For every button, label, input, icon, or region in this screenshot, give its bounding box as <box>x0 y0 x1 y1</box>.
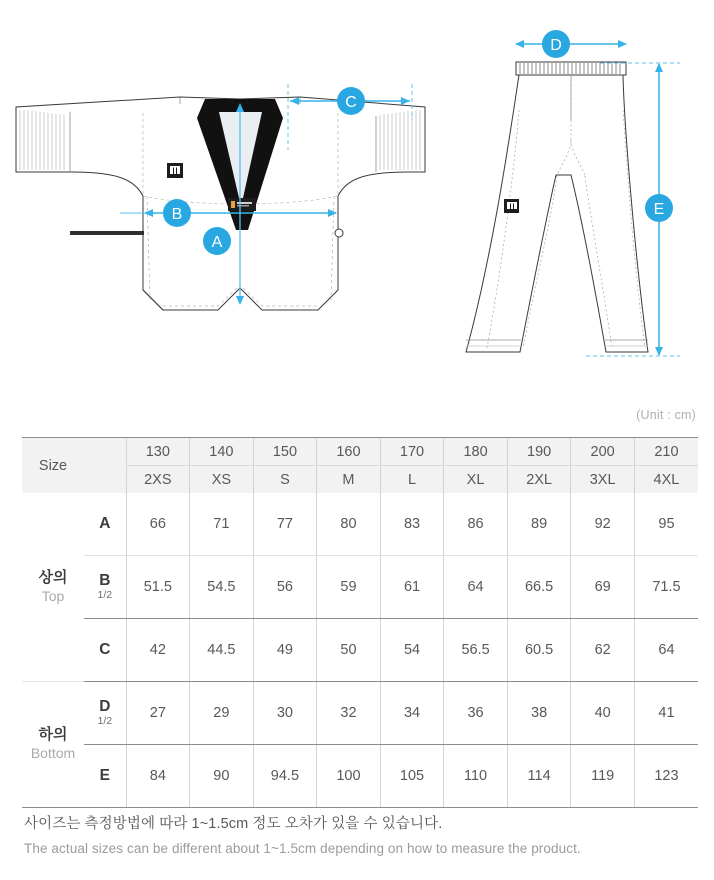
cell-a-180: 86 <box>444 493 508 556</box>
cell-b-140: 54.5 <box>190 556 254 619</box>
size-table-wrap <box>22 437 698 808</box>
cell-d-180: 36 <box>444 682 508 745</box>
cell-d-200: 40 <box>571 682 635 745</box>
cell-d-170: 34 <box>380 682 444 745</box>
cell-c-190: 60.5 <box>507 619 571 682</box>
group-label-bottom <box>22 682 84 808</box>
cell-b-150: 56 <box>253 556 317 619</box>
marker-b-label: B <box>171 206 183 223</box>
cell-d-150: 30 <box>253 682 317 745</box>
marker-d-label: D <box>550 37 562 54</box>
cell-e-190: 114 <box>507 745 571 808</box>
header-size-140: 140 <box>190 438 254 466</box>
cell-a-190: 89 <box>507 493 571 556</box>
cell-c-180: 56.5 <box>444 619 508 682</box>
row-code-b-letter: B <box>99 572 111 590</box>
size-table <box>22 437 698 808</box>
size-label-spacer <box>84 438 126 494</box>
cell-a-150: 77 <box>253 493 317 556</box>
cell-a-200: 92 <box>571 493 635 556</box>
row-code-c <box>84 619 126 682</box>
group-label-top-ko: 상의 <box>38 568 68 586</box>
row-code-b-half: 1/2 <box>97 589 113 602</box>
cell-e-200: 119 <box>571 745 635 808</box>
header-size-180: 180 <box>444 438 508 466</box>
table-row-a <box>22 493 698 556</box>
cell-b-180: 64 <box>444 556 508 619</box>
row-code-c-letter: C <box>99 641 111 659</box>
header-size-4xl: 4XL <box>634 466 698 494</box>
row-code-a-letter: A <box>99 515 111 533</box>
pants-waistband <box>516 62 626 75</box>
row-code-d-letter: D <box>99 698 111 716</box>
header-size-130: 130 <box>126 438 190 466</box>
jacket-tie-strap <box>70 231 144 235</box>
jacket-side-loop <box>335 229 343 237</box>
header-size-s: S <box>253 466 317 494</box>
jacket-illustration <box>16 97 425 310</box>
size-label-cell: Size <box>22 438 84 494</box>
note-korean: 사이즈는 측정방법에 따라 1~1.5cm 정도 오차가 있을 수 있습니다. <box>24 816 443 832</box>
garment-diagrams-svg <box>0 0 714 400</box>
header-size-l: L <box>380 466 444 494</box>
table-row-b <box>22 556 698 619</box>
row-code-e-letter: E <box>99 767 110 785</box>
cell-b-190: 66.5 <box>507 556 571 619</box>
cell-c-130: 42 <box>126 619 190 682</box>
cell-b-210: 71.5 <box>634 556 698 619</box>
marker-d <box>542 30 570 58</box>
row-code-d <box>84 682 126 745</box>
cell-c-210: 64 <box>634 619 698 682</box>
note-english: The actual sizes can be different about 1~1.5cm depending on how to measure the product. <box>24 841 581 856</box>
cell-b-130: 51.5 <box>126 556 190 619</box>
group-label-top <box>22 493 84 682</box>
cell-d-130: 27 <box>126 682 190 745</box>
group-label-bottom-en: Bottom <box>30 745 76 762</box>
mooto-chest-logo <box>167 163 183 178</box>
table-header-numeric-row <box>22 438 698 466</box>
marker-c-label: C <box>345 94 357 111</box>
cell-a-170: 83 <box>380 493 444 556</box>
marker-e <box>645 194 673 222</box>
table-row-e <box>22 745 698 808</box>
cell-d-210: 41 <box>634 682 698 745</box>
row-code-e <box>84 745 126 808</box>
unit-note: (Unit : cm) <box>636 408 696 422</box>
header-size-190: 190 <box>507 438 571 466</box>
table-row-d <box>22 682 698 745</box>
cell-b-170: 61 <box>380 556 444 619</box>
cell-b-160: 59 <box>317 556 381 619</box>
row-code-b <box>84 556 126 619</box>
cell-a-210: 95 <box>634 493 698 556</box>
mooto-pants-logo <box>504 199 519 213</box>
group-label-bottom-ko: 하의 <box>38 726 68 744</box>
cell-d-190: 38 <box>507 682 571 745</box>
cell-a-160: 80 <box>317 493 381 556</box>
header-size-xs: XS <box>190 466 254 494</box>
cell-e-160: 100 <box>317 745 381 808</box>
cell-d-140: 29 <box>190 682 254 745</box>
cell-e-140: 90 <box>190 745 254 808</box>
marker-a <box>203 227 231 255</box>
cell-b-200: 69 <box>571 556 635 619</box>
header-size-200: 200 <box>571 438 635 466</box>
cell-c-160: 50 <box>317 619 381 682</box>
header-size-3xl: 3XL <box>571 466 635 494</box>
cell-d-160: 32 <box>317 682 381 745</box>
marker-a-label: A <box>211 234 223 251</box>
row-code-a <box>84 493 126 556</box>
row-code-d-half: 1/2 <box>97 715 113 728</box>
marker-b <box>163 199 191 227</box>
cell-a-130: 66 <box>126 493 190 556</box>
group-label-top-en: Top <box>41 587 65 604</box>
header-size-m: M <box>317 466 381 494</box>
header-size-160: 160 <box>317 438 381 466</box>
cell-c-170: 54 <box>380 619 444 682</box>
cell-c-150: 49 <box>253 619 317 682</box>
header-size-210: 210 <box>634 438 698 466</box>
cell-e-170: 105 <box>380 745 444 808</box>
diagram-area <box>0 0 714 400</box>
cell-c-200: 62 <box>571 619 635 682</box>
footer-notes <box>24 812 694 856</box>
cell-e-210: 123 <box>634 745 698 808</box>
cell-a-140: 71 <box>190 493 254 556</box>
cell-c-140: 44.5 <box>190 619 254 682</box>
header-size-2xs: 2XS <box>126 466 190 494</box>
header-size-2xl: 2XL <box>507 466 571 494</box>
marker-e-label: E <box>653 201 665 218</box>
header-size-xl: XL <box>444 466 508 494</box>
cell-e-180: 110 <box>444 745 508 808</box>
cell-e-130: 84 <box>126 745 190 808</box>
table-row-c <box>22 619 698 682</box>
header-size-150: 150 <box>253 438 317 466</box>
marker-c <box>337 87 365 115</box>
cell-e-150: 94.5 <box>253 745 317 808</box>
pants-illustration <box>466 62 648 352</box>
header-size-170: 170 <box>380 438 444 466</box>
